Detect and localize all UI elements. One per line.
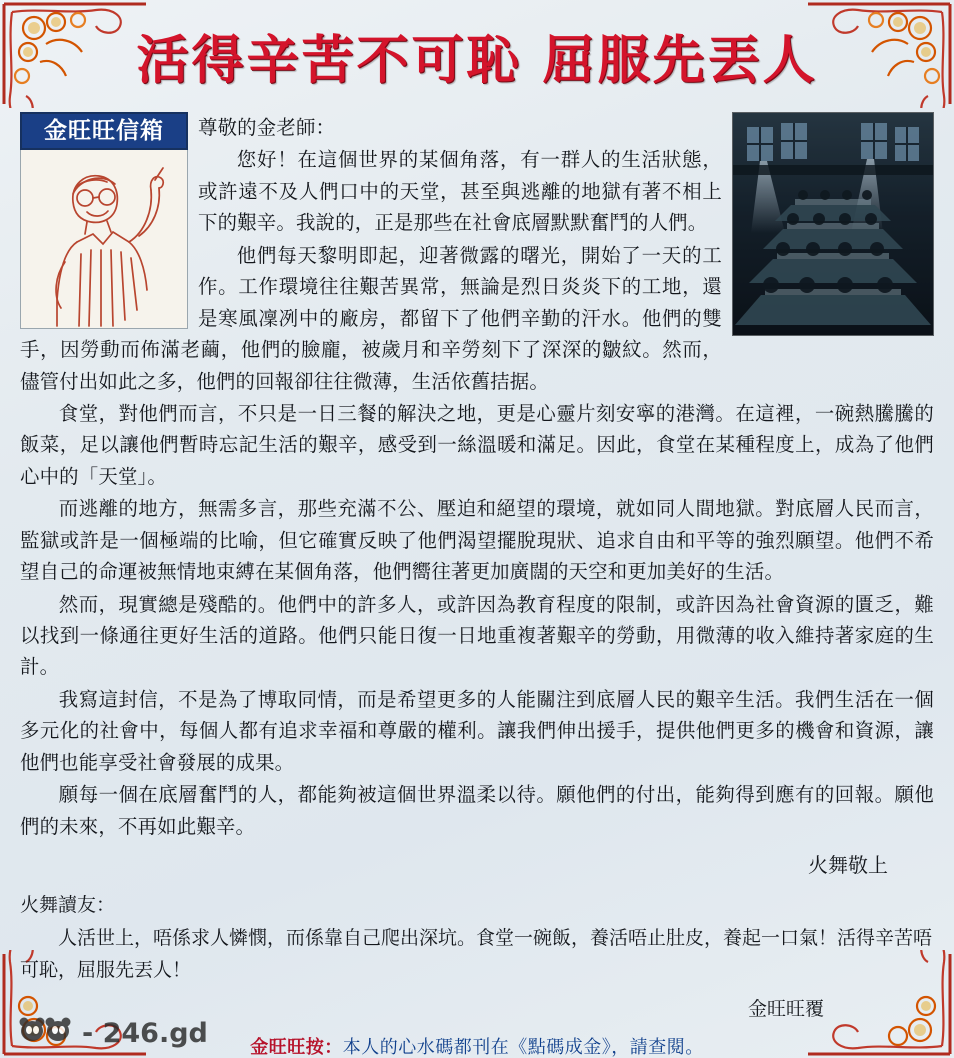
editor-note-text: 本人的心水碼都刊在《點碼成金》，請查閱。 [342, 1037, 704, 1058]
headline-text: 活得辛苦不可恥 屈服先丟人 [136, 30, 818, 91]
reply-body: 人活世上，唔係求人憐憫，而係靠自己爬出深坑。食堂一碗飯，養活唔止肚皮，養起一口氣！活得辛苦唔可恥，屈服先丟人！ [20, 927, 933, 981]
column-logo-block [20, 112, 188, 329]
letter-paragraph: 願每一個在底層奮鬥的人，都能夠被這個世界溫柔以待。願他們的付出，能夠得到應有的回報。願他們的未來，不再如此艱辛。 [20, 783, 934, 838]
article-body [20, 112, 934, 1058]
site-watermark [18, 1015, 208, 1052]
panda-logo-icon [18, 1015, 76, 1052]
reply-signature: 金旺旺覆 [747, 998, 824, 1021]
watermark-text: - 246.gd [82, 1018, 208, 1049]
letter-paragraph: 食堂，對他們而言，不只是一日三餐的解決之地，更是心靈片刻安寧的港灣。在這裡，一碗熱騰騰的飯菜，足以讓他們暫時忘記生活的艱辛，感受到一絲溫暖和滿足。因此，食堂在某種程度上，成為了他們心中的「天堂」。 [20, 401, 934, 488]
article-photo [732, 112, 934, 336]
column-portrait-icon [20, 150, 188, 329]
letter-salutation: 尊敬的金老師： [198, 116, 336, 139]
reply-salutation: 火舞讀友： [20, 894, 116, 917]
column-banner-label: 金旺旺信箱 [20, 112, 188, 150]
letter-paragraph: 而逃離的地方，無需多言，那些充滿不公、壓迫和絕望的環境，就如同人間地獄。對底層人民而言，監獄或許是一個極端的比喻，但它確實反映了他們渴望擺脫現狀、追求自由和平等的強烈願望。他們不希望自己的命運被無情地束縛在某個角落，他們嚮往著更加廣闊的天空和更加美好的生活。 [20, 497, 934, 584]
editor-note-prefix: 金旺旺按： [250, 1037, 343, 1058]
letter-paragraph: 然而，現實總是殘酷的。他們中的許多人，或許因為教育程度的限制，或許因為社會資源的匱乏，難以找到一條通往更好生活的道路。他們只能日復一日地重複著艱辛的勞動，用微薄的收入維持著家庭的生計。 [20, 592, 934, 679]
letter-paragraph: 我寫這封信，不是為了博取同情，而是希望更多的人能關注到底層人民的艱辛生活。我們生活在一個多元化的社會中，每個人都有追求幸福和尊嚴的權利。讓我們伸出援手，提供他們更多的機會和資源，讓他們也能享受社會發展的成果。 [20, 687, 934, 774]
letter-paragraph: 他們每天黎明即起，迎著微露的曙光，開始了一天的工作。工作環境往往艱苦異常，無論是烈日炎炎下的工地，還是寒風凜冽中的廠房，都留下了他們辛勤的汗水。他們的雙手，因勞動而佈滿老繭，他們的臉龐，被歲月和辛勞刻下了深深的皺紋。然而，儘管付出如此之多，他們的回報卻往往微薄，生活依舊拮据。 [20, 243, 722, 393]
page-title [0, 18, 954, 93]
letter-paragraph: 您好！在這個世界的某個角落，有一群人的生活狀態，或許遠不及人們口中的天堂，甚至與逃離的地獄有著不相上下的艱辛。我說的，正是那些在社會底層默默奮鬥的人們。 [198, 148, 722, 235]
reply-block [20, 890, 934, 1025]
letter-signature: 火舞敬上 [808, 853, 888, 878]
